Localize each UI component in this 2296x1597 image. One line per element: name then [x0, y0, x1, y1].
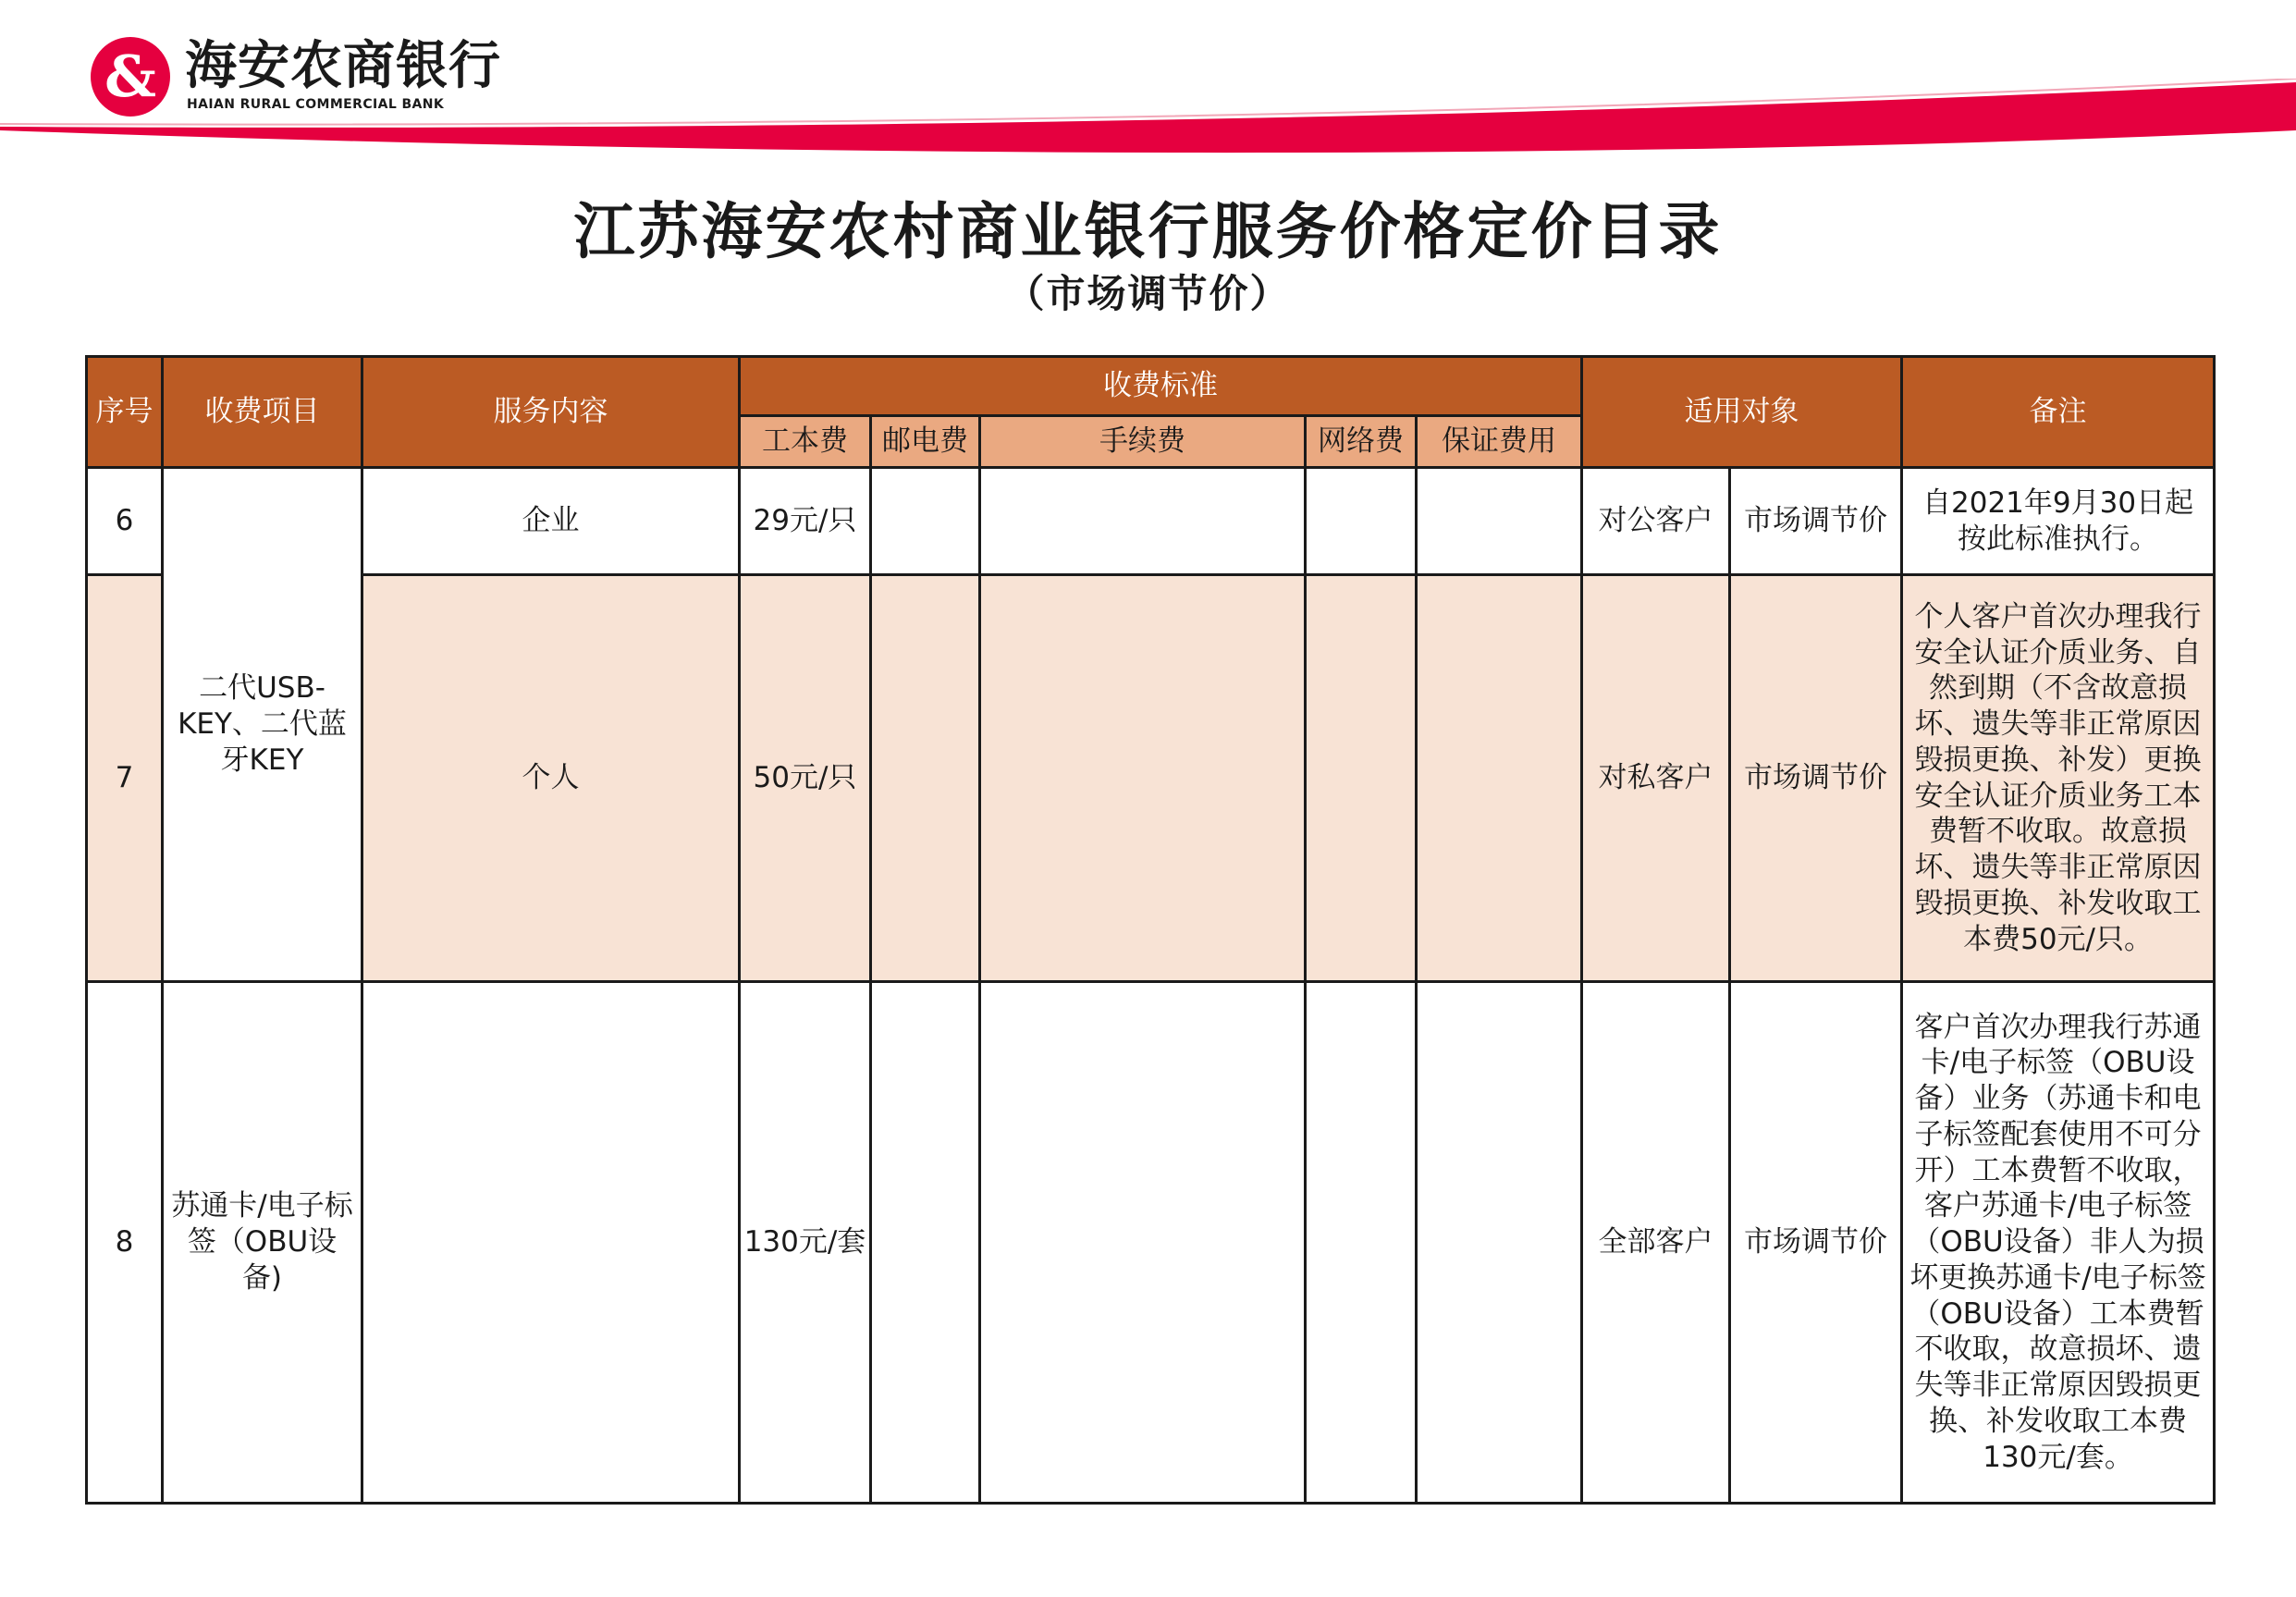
cell-network-fee [1306, 468, 1417, 575]
cell-item: 二代USB-KEY、二代蓝牙KEY [163, 468, 362, 982]
header-service: 服务内容 [362, 357, 740, 468]
cell-network-fee [1306, 575, 1417, 982]
cell-seq: 6 [87, 468, 163, 575]
cell-service: 个人 [362, 575, 740, 982]
cell-note: 客户首次办理我行苏通卡/电子标签（OBU设备）业务（苏通卡和电子标签配套使用不可分开）工本费暂不收取，客户苏通卡/电子标签（OBU设备）非人为损坏更换苏通卡/电子标签（OBU设备）工本费暂不收取，故意损坏、遗失等非正常原因毁损更换、补发收取工本费130元/套。 [1902, 982, 2215, 1504]
header-item: 收费项目 [163, 357, 362, 468]
header-swoosh [0, 79, 2296, 162]
header-network-fee: 网络费 [1306, 416, 1417, 468]
cell-service: 企业 [362, 468, 740, 575]
cell-seq: 8 [87, 982, 163, 1504]
bank-name-cn: 海安农商银行 [185, 36, 501, 96]
cell-target: 对私客户 [1582, 575, 1730, 982]
cell-postal-fee [871, 468, 980, 575]
cell-guarantee-fee [1417, 575, 1582, 982]
cell-seq: 7 [87, 575, 163, 982]
fee-table [85, 355, 2216, 1505]
header-target: 适用对象 [1582, 357, 1902, 468]
cell-price-type: 市场调节价 [1730, 575, 1902, 982]
cell-postal-fee [871, 575, 980, 982]
cell-service [362, 982, 740, 1504]
page-subtitle: （市场调节价） [1005, 271, 1291, 316]
bank-name-en: HAIAN RURAL COMMERCIAL BANK [187, 97, 445, 112]
cell-item: 苏通卡/电子标签（OBU设备) [163, 982, 362, 1504]
cell-note: 自2021年9月30日起按此标准执行。 [1902, 468, 2215, 575]
cell-price-type: 市场调节价 [1730, 982, 1902, 1504]
cell-price-type: 市场调节价 [1730, 468, 1902, 575]
header-note: 备注 [1902, 357, 2215, 468]
table-row [87, 982, 2215, 1504]
page-title: 江苏海安农村商业银行服务价格定价目录 [573, 196, 1723, 267]
cell-target: 全部客户 [1582, 982, 1730, 1504]
header-standard: 收费标准 [740, 357, 1582, 416]
svg-text:&: & [104, 43, 156, 110]
table-row [87, 575, 2215, 982]
cell-cost-fee: 50元/只 [740, 575, 871, 982]
cell-handling-fee [980, 468, 1306, 575]
header-guarantee-fee: 保证费用 [1417, 416, 1582, 468]
header-cost-fee: 工本费 [740, 416, 871, 468]
cell-guarantee-fee [1417, 468, 1582, 575]
cell-target: 对公客户 [1582, 468, 1730, 575]
cell-handling-fee [980, 575, 1306, 982]
cell-cost-fee: 130元/套 [740, 982, 871, 1504]
cell-guarantee-fee [1417, 982, 1582, 1504]
table-row [87, 468, 2215, 575]
cell-cost-fee: 29元/只 [740, 468, 871, 575]
header-seq: 序号 [87, 357, 163, 468]
cell-note: 个人客户首次办理我行安全认证介质业务、自然到期（不含故意损坏、遗失等非正常原因毁损更换、补发）更换安全认证介质业务工本费暂不收取。故意损坏、遗失等非正常原因毁损更换、补发收取工本费50元/只。 [1902, 575, 2215, 982]
cell-handling-fee [980, 982, 1306, 1504]
cell-network-fee [1306, 982, 1417, 1504]
cell-postal-fee [871, 982, 980, 1504]
header-handling-fee: 手续费 [980, 416, 1306, 468]
header-postal-fee: 邮电费 [871, 416, 980, 468]
